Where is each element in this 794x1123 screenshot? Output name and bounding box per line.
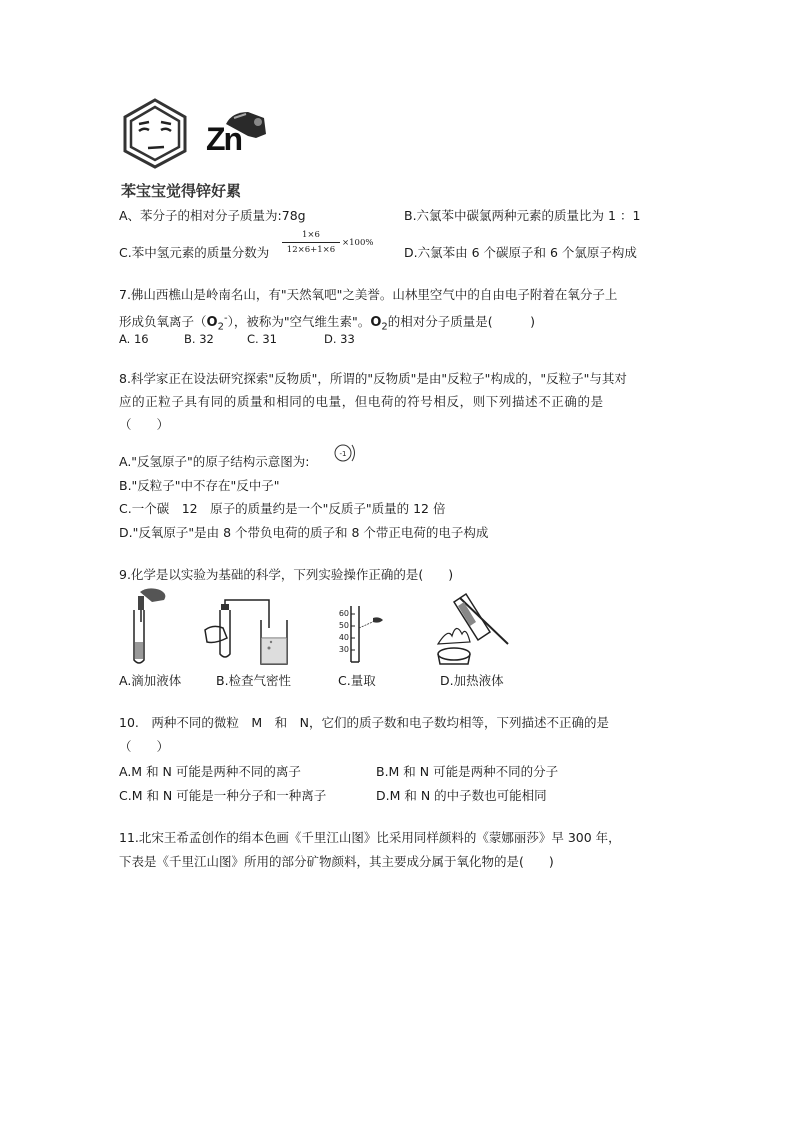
q10-option-b: B.M 和 N 可能是两种不同的分子: [376, 764, 559, 779]
q8-option-d: D."反氧原子"是由 8 个带负电荷的质子和 8 个带正电荷的电子构成: [119, 525, 489, 540]
q6-option-d: D.六氯苯由 6 个碳原子和 6 个氯原子构成: [404, 245, 637, 260]
q10-option-d: D.M 和 N 的中子数也可能相同: [376, 788, 547, 803]
q10-option-c: C.M 和 N 可能是一种分子和一种离子: [119, 788, 327, 803]
measuring-cylinder-figure: [335, 604, 385, 666]
q10-line-2: （ ）: [119, 739, 170, 754]
cylinder-mark-30: 30: [338, 645, 349, 654]
cylinder-mark-50: 50: [338, 621, 349, 630]
q7-line-1: 7.佛山西樵山是岭南名山，有"天然氧吧"之美誉。山林里空气中的自由电子附着在氧分子上: [119, 287, 618, 302]
q11-line-2: 下表是《千里江山图》所用的部分矿物颜料，其主要成分属于氧化物的是( ): [119, 854, 554, 869]
q8-line-1: 8.科学家正在设法研究探索"反物质"，所谓的"反物质"是由"反粒子"构成的，"反粒子"与其对: [119, 371, 627, 386]
q6-fraction-numerator: 1×6: [302, 230, 320, 240]
q10-line-1: 10. 两种不同的微粒 M 和 N，它们的质子数和电子数均相等，下列描述不正确的是: [119, 715, 610, 730]
benzene-face-icon: [122, 98, 188, 168]
anti-hydrogen-atom-diagram: [332, 441, 358, 465]
q7-option-d: D. 33: [324, 332, 355, 346]
q9-label-b: B.检查气密性: [216, 673, 292, 688]
q7-option-a: A. 16: [119, 332, 149, 346]
q6-option-a: A、苯分子的相对分子质量为:78g: [119, 208, 306, 223]
q7-option-c: C. 31: [247, 332, 277, 346]
q8-line-3: （ ）: [119, 417, 170, 432]
q11-line-1: 11.北宋王希孟创作的绢本色画《千里江山图》比采用同样颜料的《蒙娜丽莎》早 300 年，: [119, 830, 621, 845]
q7-option-b: B. 32: [184, 332, 214, 346]
cylinder-mark-40: 40: [338, 633, 349, 642]
q8-option-b: B."反粒子"中不存在"反中子": [119, 478, 280, 493]
q9-stem: 9.化学是以实验为基础的科学，下列实验操作正确的是( ): [119, 567, 454, 582]
q7-line-2: 形成负氧离子$(O_2^-)$，被称为"空气维生素"。$O_2$的相对分子质量是( ): [119, 313, 536, 333]
q6-fraction: [282, 230, 340, 255]
airtightness-check-figure: [203, 598, 293, 668]
q9-label-d: D.加热液体: [440, 673, 504, 688]
q8-option-c: C.一个碳 12 原子的质量约是一个"反质子"质量的 12 倍: [119, 501, 446, 516]
q9-label-a: A.滴加液体: [119, 673, 182, 688]
cylinder-mark-60: 60: [338, 609, 349, 618]
q6-fraction-percent: ×100%: [342, 238, 374, 248]
q9-label-c: C.量取: [338, 673, 376, 688]
zn-label: Zn: [206, 121, 242, 157]
anti-hydrogen-nucleus-charge: -1: [339, 450, 347, 458]
heating-liquid-figure: [430, 592, 510, 668]
q6-option-b: B.六氯苯中碳氯两种元素的质量比为 1 ：1: [404, 208, 641, 223]
q8-line-2: 应的正粒子具有同的质量和相同的电量，但电荷的符号相反，则下列描述不正确的是: [119, 394, 604, 409]
dropper-test-tube-figure: [124, 586, 172, 668]
q6-option-c: [119, 247, 269, 260]
meme-caption: 苯宝宝觉得锌好累: [121, 182, 242, 200]
q6-fraction-denominator: 12×6+1×6: [286, 245, 336, 255]
q8-option-a: A."反氢原子"的原子结构示意图为:: [119, 454, 310, 469]
q10-option-a: A.M 和 N 可能是两种不同的离子: [119, 764, 301, 779]
q6-option-c-prefix: C.苯中氢元素的质量分数为: [119, 245, 270, 260]
